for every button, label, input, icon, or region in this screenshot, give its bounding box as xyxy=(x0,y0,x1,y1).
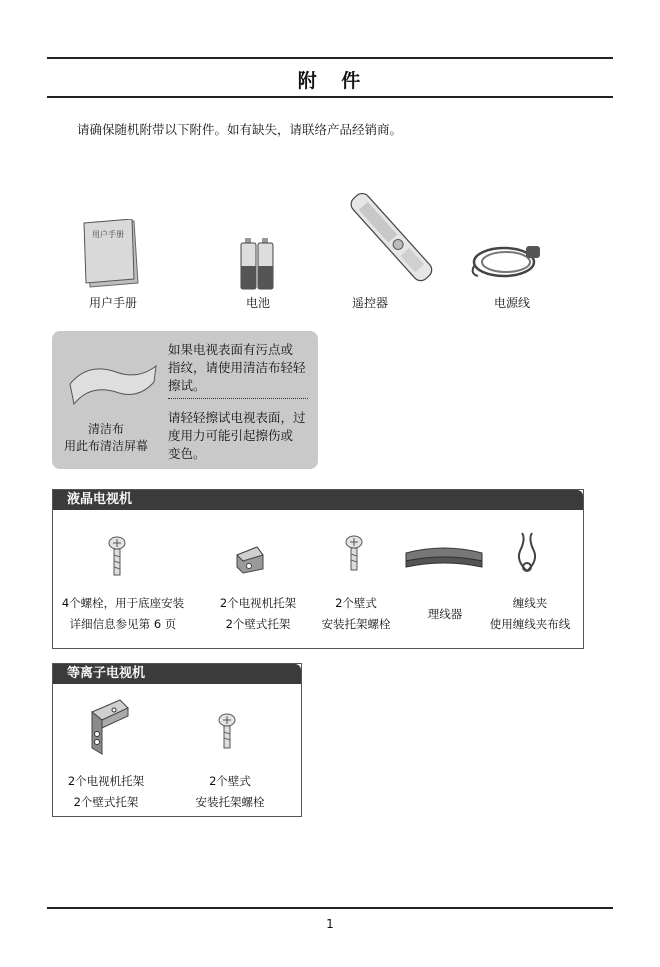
note-line: 擦试。 xyxy=(168,378,206,393)
footer-rule xyxy=(47,907,613,909)
lcd-item-label xyxy=(54,593,192,635)
lcd-item-label xyxy=(480,593,580,635)
label-line2: 安装托架螺栓 xyxy=(321,617,391,631)
label-line2: 安装托架螺栓 xyxy=(195,795,265,809)
accessory-label: 电源线 xyxy=(493,296,530,310)
tv-bracket-icon xyxy=(233,545,267,575)
header-top-rule xyxy=(47,57,613,59)
accessory-label: 电池 xyxy=(245,296,270,310)
label-line2: 使用缠线夹布线 xyxy=(489,617,571,631)
cable-clip-icon xyxy=(512,531,542,573)
accessory-label: 用户手册 xyxy=(88,296,137,310)
plasma-item-label xyxy=(52,771,160,813)
cloth-note-1 xyxy=(168,341,306,395)
cloth-label-line2: 用此布清洁屏幕 xyxy=(63,439,148,453)
user-manual-icon xyxy=(82,219,140,289)
label-line2: 2个壁式托架 xyxy=(225,617,291,631)
tv-bracket-icon xyxy=(86,698,130,756)
note-line: 指纹，请使用清洁布轻轻 xyxy=(168,360,306,375)
cloth-label-line1: 清洁布 xyxy=(87,422,124,436)
screw-icon xyxy=(106,536,128,578)
wall-bracket-screw-icon xyxy=(216,713,238,753)
cloth-label xyxy=(56,421,156,455)
label-line1: 2个电视机托架 xyxy=(67,774,145,788)
label-line1: 2个壁式 xyxy=(335,596,377,610)
note-line: 如果电视表面有污点或 xyxy=(168,342,294,357)
label-line2: 详细信息参见第 6 页 xyxy=(69,617,177,631)
intro-text: 请确保随机附带以下附件。如有缺失，请联络产品经销商。 xyxy=(77,122,403,137)
manual-cover-text: 用户手册 xyxy=(92,230,124,239)
label-line1: 4个螺栓，用于底座安装 xyxy=(61,596,185,610)
battery-icon xyxy=(240,238,276,290)
label-line1: 2个壁式 xyxy=(209,774,251,788)
cloth-note-2 xyxy=(168,409,306,463)
page-number: 1 xyxy=(326,917,334,931)
accessory-label: 遥控器 xyxy=(351,296,388,310)
label-line1: 理线器 xyxy=(427,607,463,621)
note-line: 请轻轻擦试电视表面，过 xyxy=(168,410,306,425)
lcd-item-label xyxy=(203,593,313,635)
header-bottom-rule xyxy=(47,96,613,98)
note-line: 度用力可能引起擦伤或 xyxy=(168,428,294,443)
label-line2: 2个壁式托架 xyxy=(73,795,139,809)
note-divider xyxy=(168,398,308,399)
wall-bracket-screw-icon xyxy=(343,535,365,575)
page-title: 附 件 xyxy=(297,70,363,92)
plasma-item-label xyxy=(180,771,280,813)
cable-management-icon xyxy=(404,545,484,571)
lcd-panel-title: 液晶电视机 xyxy=(53,490,583,510)
note-line: 变色。 xyxy=(168,446,206,461)
label-line1: 2个电视机托架 xyxy=(219,596,297,610)
cleaning-cloth-icon xyxy=(68,360,158,406)
remote-control-icon xyxy=(343,190,438,285)
label-line1: 缠线夹 xyxy=(512,596,548,610)
lcd-item-label xyxy=(310,593,402,635)
plasma-panel-title: 等离子电视机 xyxy=(53,664,301,684)
power-cord-icon xyxy=(468,236,548,282)
lcd-item-label xyxy=(415,604,475,625)
